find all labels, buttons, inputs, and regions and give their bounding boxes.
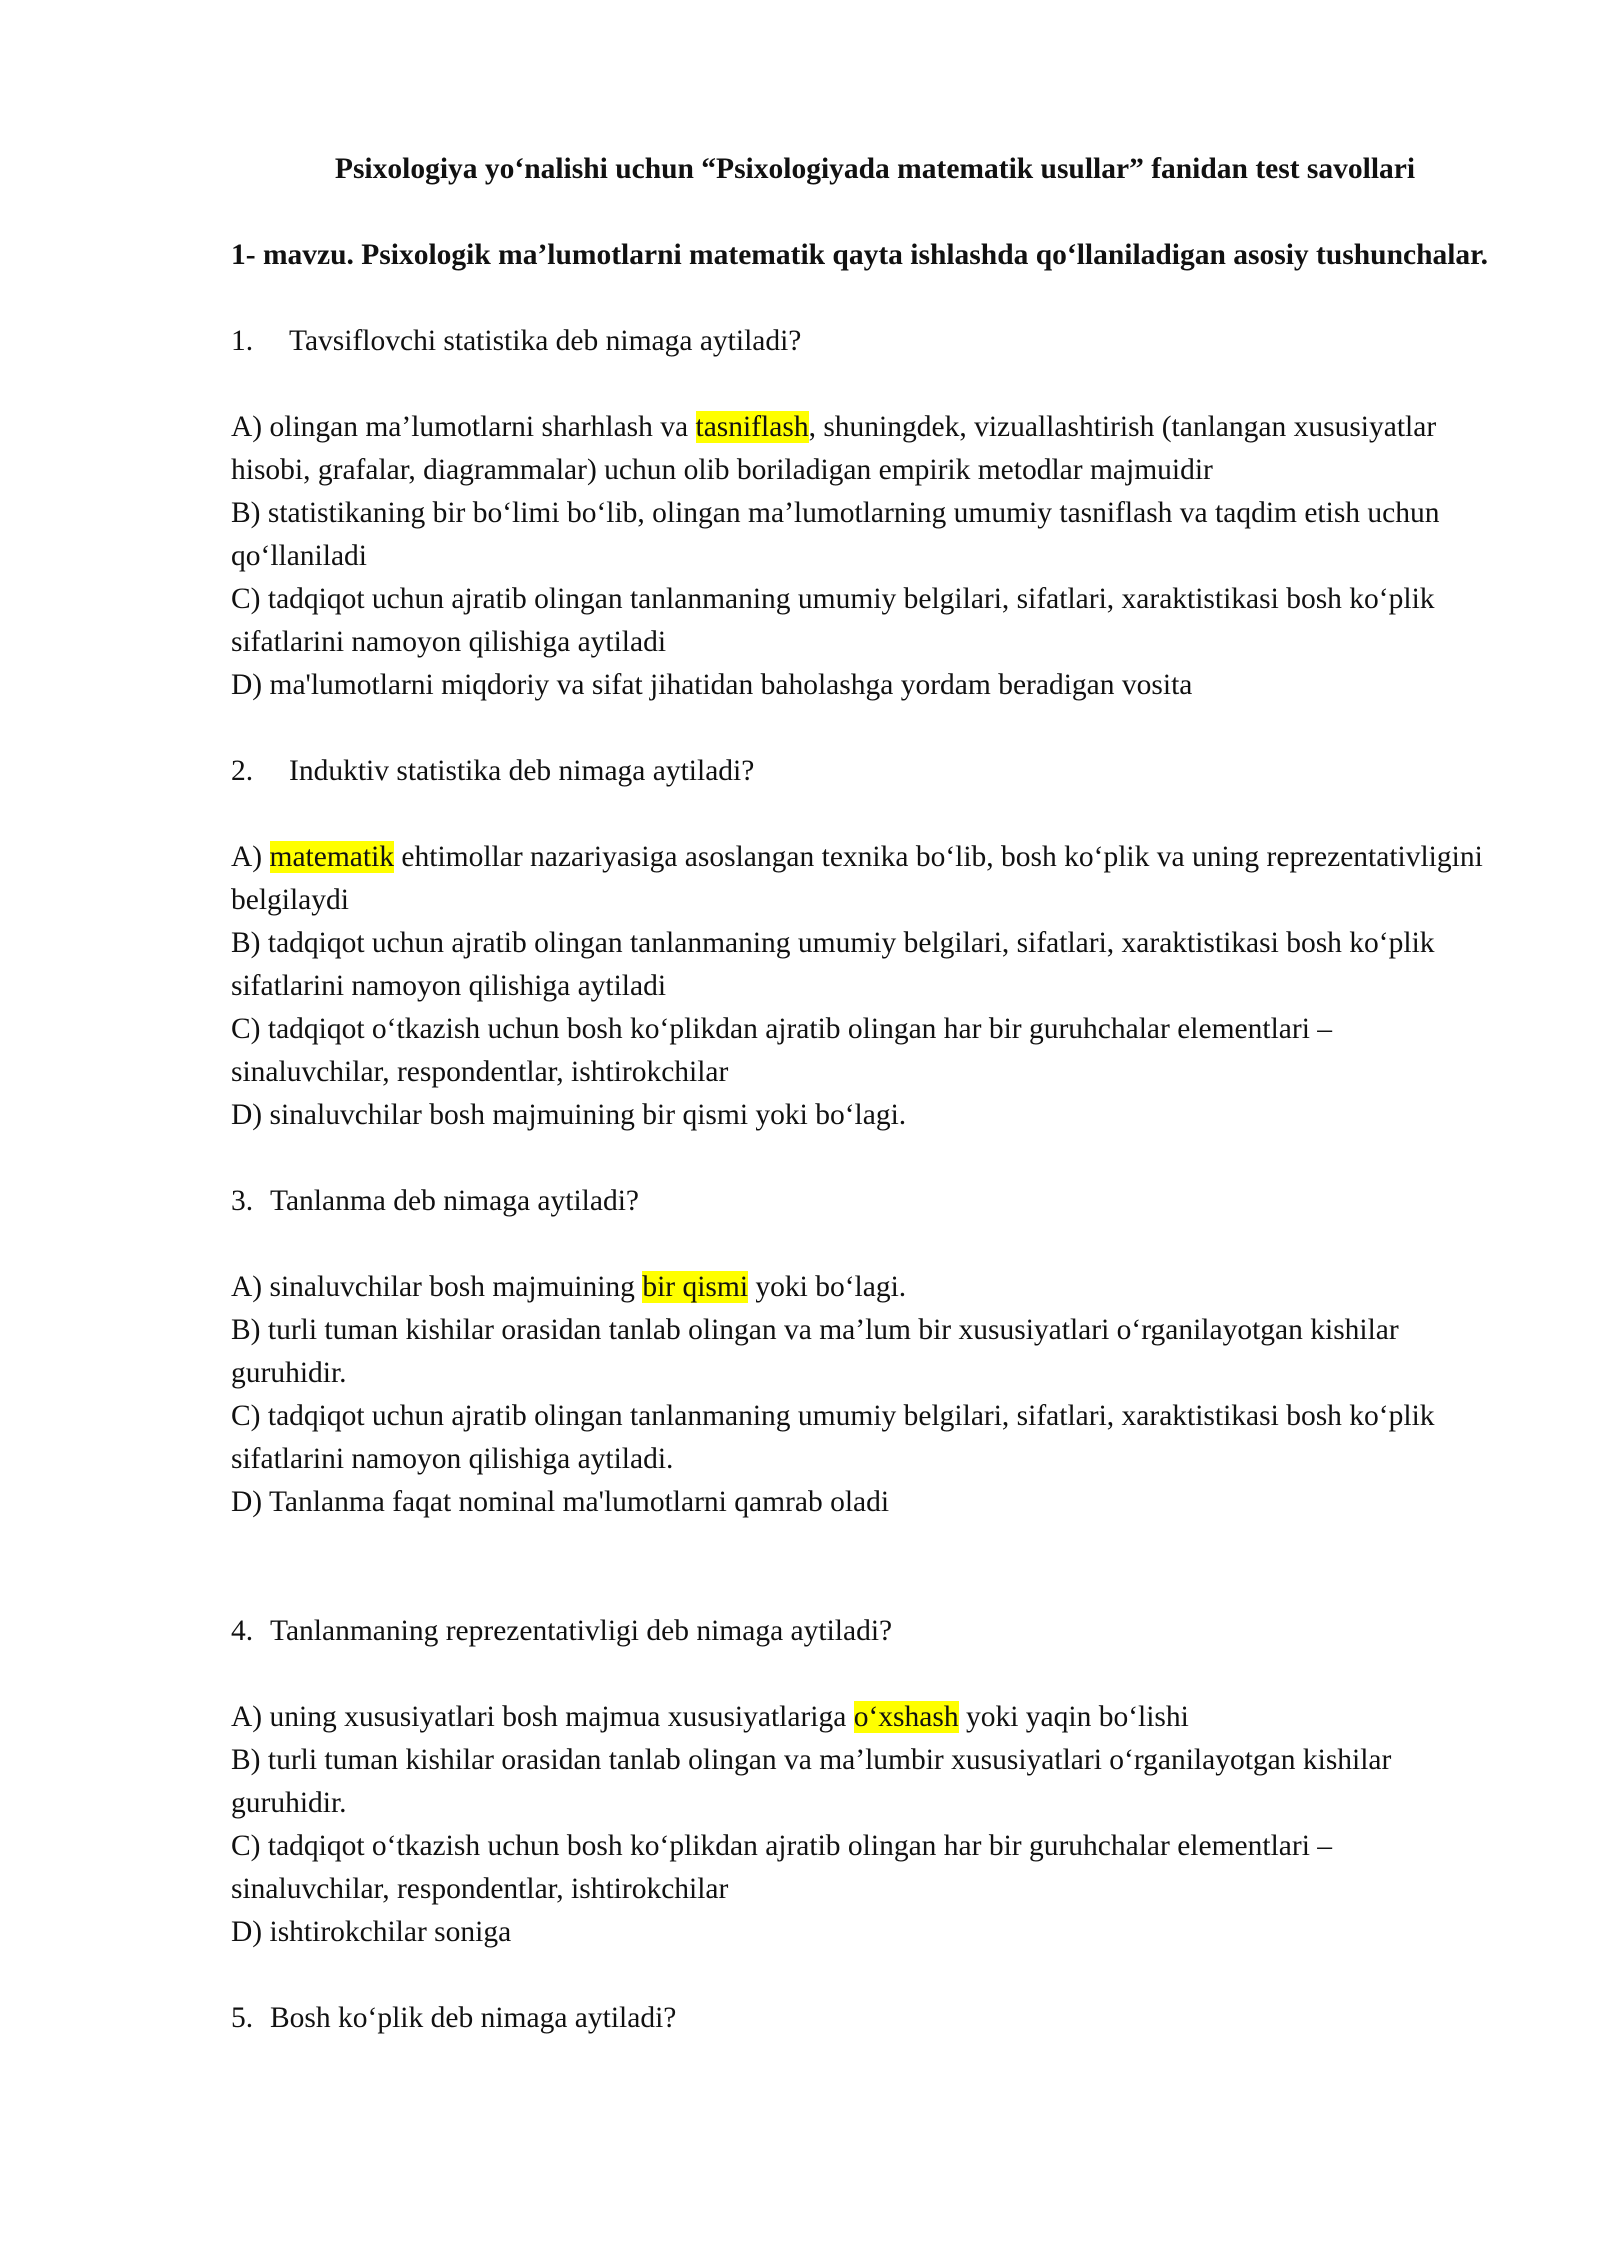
options-question-1: [231, 406, 1491, 707]
option-a: [231, 1696, 1491, 1739]
option-c: C) tadqiqot uchun ajratib olingan tanlanmaning umumiy belgilari, sifatlari, xaraktistikasi bosh ko‘plik sifatlarini namoyon qilishiga aytiladi.: [231, 1400, 1435, 1475]
option-text-rest: yoki yaqin bo‘lishi: [958, 1701, 1189, 1733]
highlighted-answer: matematik: [269, 841, 395, 873]
question-number: 5.: [231, 2002, 254, 2034]
highlighted-answer: tasniflash: [695, 411, 809, 443]
option-b: B) statistikaning bir bo‘limi bo‘lib, olingan ma’lumotlarning umumiy tasniflash va taqdim etish uchun qo‘llaniladi: [231, 497, 1440, 572]
document-title: Psixologiya yo‘nalishi uchun “Psixologiyada matematik usullar” fanidan test savollari: [334, 153, 1416, 185]
topic-heading: 1- mavzu. Psixologik ma’lumotlarni matematik qayta ishlashda qo‘llaniladigan asosiy tushunchalar.: [231, 239, 1488, 271]
question-5: [231, 1997, 1491, 2040]
question-text: Tanlanma deb nimaga aytiladi?: [270, 1185, 639, 1217]
question-number: 4.: [231, 1615, 254, 1647]
option-text: A) olingan ma’lumotlarni sharhlash va: [231, 411, 696, 443]
question-4: [231, 1610, 1491, 1653]
option-d: D) ishtirokchilar soniga: [231, 1916, 512, 1948]
options-question-4: [231, 1696, 1491, 1954]
spacer: [231, 1567, 1491, 1610]
highlighted-answer: o‘xshash: [853, 1701, 959, 1733]
option-a: [231, 836, 1491, 922]
question-text: Tanlanmaning reprezentativligi deb nimaga aytiladi?: [270, 1615, 893, 1647]
question-2: [231, 750, 1491, 793]
option-c: C) tadqiqot uchun ajratib olingan tanlanmaning umumiy belgilari, sifatlari, xaraktistikasi bosh ko‘plik sifatlarini namoyon qilishiga aytiladi: [231, 583, 1435, 658]
question-1: [231, 320, 1491, 363]
option-text: A) sinaluvchilar bosh majmuining: [231, 1271, 643, 1303]
question-text: Induktiv statistika deb nimaga aytiladi?: [289, 755, 755, 787]
option-b: B) turli tuman kishilar orasidan tanlab olingan va ma’lumbir xususiyatlari o‘rganilayotgan kishilar guruhidir.: [231, 1744, 1392, 1819]
option-text-rest: , shuningdek, vizuallashtirish (tanlangan xususiyatlar hisobi, grafalar, diagrammalar) uchun olib boriladigan empirik metodlar majmuidir: [231, 411, 1437, 486]
option-d: D) Tanlanma faqat nominal ma'lumotlarni qamrab oladi: [231, 1486, 890, 1518]
options-question-3: [231, 1266, 1491, 1524]
question-text: Bosh ko‘plik deb nimaga aytiladi?: [270, 2002, 677, 2034]
option-d: D) ma'lumotlarni miqdoriy va sifat jihatidan baholashga yordam beradigan vosita: [231, 669, 1193, 701]
option-text: A) uning xususiyatlari bosh majmua xususiyatlariga: [231, 1701, 854, 1733]
document-page: [231, 148, 1491, 2083]
options-question-2: [231, 836, 1491, 1137]
option-text-rest: ehtimollar nazariyasiga asoslangan texnika bo‘lib, bosh ko‘plik va uning reprezentativligini belgilaydi: [231, 841, 1483, 916]
option-b: B) turli tuman kishilar orasidan tanlab olingan va ma’lum bir xususiyatlari o‘rganilayotgan kishilar guruhidir.: [231, 1314, 1399, 1389]
option-d: D) sinaluvchilar bosh majmuining bir qismi yoki bo‘lagi.: [231, 1099, 907, 1131]
option-a: [231, 406, 1491, 492]
option-text: A): [231, 841, 270, 873]
option-b: B) tadqiqot uchun ajratib olingan tanlanmaning umumiy belgilari, sifatlari, xaraktistikasi bosh ko‘plik sifatlarini namoyon qilishiga aytiladi: [231, 927, 1435, 1002]
question-number: 2.: [231, 755, 254, 787]
option-a: [231, 1266, 1491, 1309]
option-c: C) tadqiqot o‘tkazish uchun bosh ko‘plikdan ajratib olingan har bir guruhchalar elementlari – sinaluvchilar, respondentlar, ishtirokchilar: [231, 1013, 1333, 1088]
question-3: [231, 1180, 1491, 1223]
option-c: C) tadqiqot o‘tkazish uchun bosh ko‘plikdan ajratib olingan har bir guruhchalar elementlari – sinaluvchilar, respondentlar, ishtirokchilar: [231, 1830, 1333, 1905]
question-text: Tavsiflovchi statistika deb nimaga aytiladi?: [289, 325, 802, 357]
option-text-rest: yoki bo‘lagi.: [748, 1271, 907, 1303]
highlighted-answer: bir qismi: [642, 1271, 749, 1303]
question-number: 3.: [231, 1185, 254, 1217]
question-number: 1.: [231, 325, 254, 357]
